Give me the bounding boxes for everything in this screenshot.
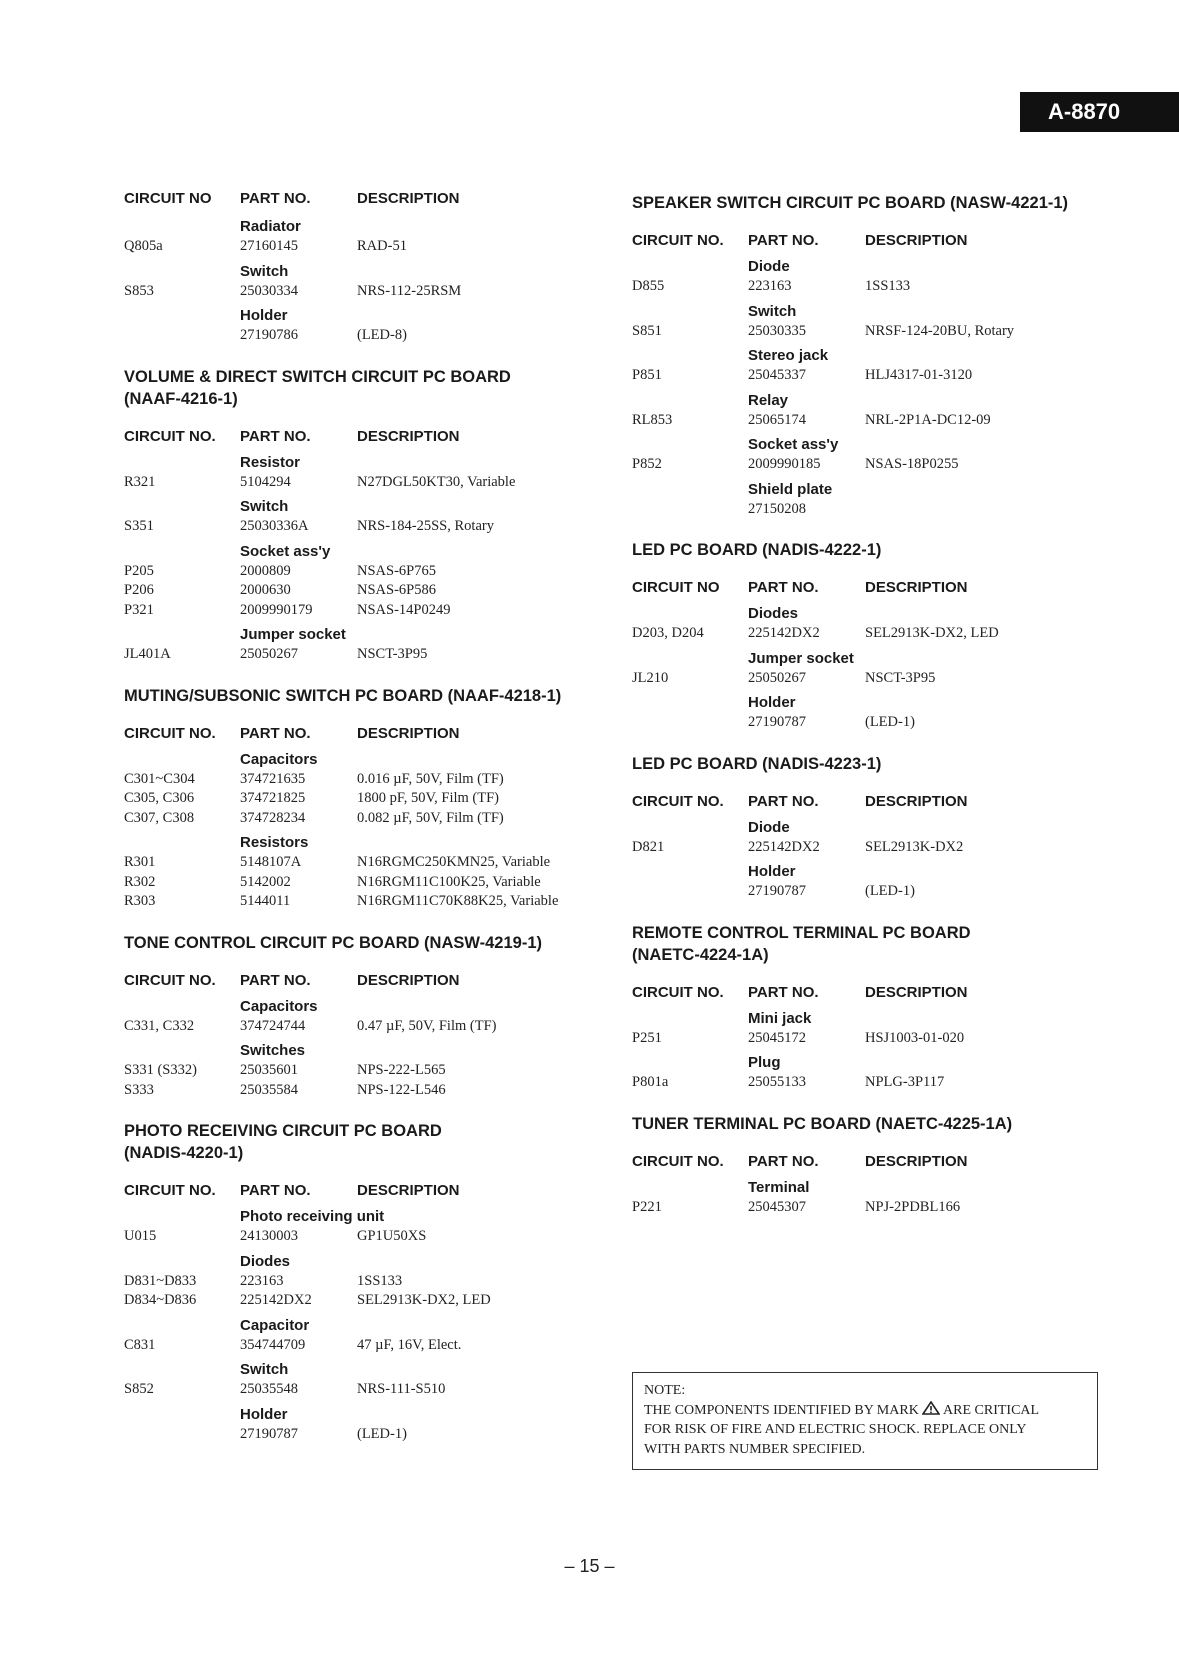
right-column	[632, 188, 1102, 1217]
table-header	[632, 1151, 1102, 1173]
table-row	[632, 838, 1102, 858]
header-desc: DESCRIPTION	[865, 1152, 968, 1170]
section-title: TONE CONTROL CIRCUIT PC BOARD (NASW-4219-1)	[124, 933, 543, 952]
circuit-no: S331 (S332)	[124, 1062, 197, 1078]
header-circuit: CIRCUIT NO.	[632, 983, 724, 1001]
model-tag: A-8870	[1020, 92, 1179, 132]
header-desc: DESCRIPTION	[865, 232, 968, 249]
header-part: PART NO.	[240, 427, 311, 445]
description: NRS-111-S510	[357, 1381, 446, 1397]
header-circuit: CIRCUIT NO	[632, 579, 720, 596]
note-line: WITH PARTS NUMBER SPECIFIED.	[644, 1441, 866, 1457]
table-header	[632, 577, 1102, 599]
group-label: Radiator	[240, 218, 301, 235]
header-part: PART NO.	[748, 232, 819, 249]
section-title	[124, 1120, 624, 1164]
description: NSAS-6P765	[357, 562, 436, 579]
group-label: Capacitor	[240, 1316, 310, 1334]
table-row	[124, 326, 624, 346]
description: (LED-8)	[357, 327, 407, 343]
group-label: Plug	[748, 1054, 781, 1071]
group-label: Resistor	[240, 453, 301, 471]
table-header	[632, 791, 1102, 813]
table-row	[124, 770, 624, 790]
description: 47 µF, 16V, Elect.	[357, 1336, 462, 1353]
description: SEL2913K-DX2	[865, 838, 964, 855]
header-part: PART NO.	[240, 724, 311, 742]
part-no: 25035601	[240, 1062, 298, 1078]
circuit-no: P205	[124, 562, 154, 579]
group-label: Diode	[748, 258, 790, 275]
part-no: 374728234	[240, 809, 306, 826]
parts-group	[124, 217, 624, 257]
description: 1SS133	[865, 278, 911, 294]
section-title: LED PC BOARD (NADIS-4222-1)	[632, 541, 882, 559]
header-desc: DESCRIPTION	[357, 971, 460, 989]
circuit-no: U015	[124, 1228, 157, 1244]
part-no: 5148107A	[240, 854, 302, 870]
group-label: Photo receiving unit	[240, 1208, 385, 1225]
circuit-no	[632, 713, 748, 733]
table-header	[632, 230, 1102, 252]
part-no: 25065174	[748, 411, 806, 428]
circuit-no: D821	[632, 838, 665, 855]
note-line	[644, 1401, 1086, 1421]
group-label: Switch	[240, 262, 289, 280]
note-text: ARE CRITICAL	[943, 1402, 1040, 1418]
header-circuit: CIRCUIT NO.	[124, 724, 216, 742]
header-desc: DESCRIPTION	[357, 190, 460, 207]
note-text: THE COMPONENTS IDENTIFIED BY MARK	[644, 1402, 919, 1418]
circuit-no: C301~C304	[124, 770, 195, 787]
section-title: TUNER TERMINAL PC BOARD (NAETC-4225-1A)	[632, 1114, 1013, 1133]
part-no: 225142DX2	[748, 625, 820, 641]
header-circuit: CIRCUIT NO	[124, 190, 212, 207]
group-label: Relay	[748, 391, 789, 409]
group-label: Socket ass'y	[748, 436, 839, 453]
part-no: 25045172	[748, 1029, 806, 1046]
part-no: 2000809	[240, 562, 291, 579]
circuit-no: D203, D204	[632, 625, 704, 641]
table-row	[124, 1081, 624, 1101]
circuit-no: S852	[124, 1381, 154, 1397]
part-no: 5142002	[240, 873, 291, 890]
group-label: Diode	[748, 818, 790, 836]
section-title: MUTING/SUBSONIC SWITCH PC BOARD (NAAF-4218-1)	[124, 686, 562, 705]
circuit-no	[124, 1425, 240, 1445]
table-row	[124, 1336, 624, 1356]
header-desc: DESCRIPTION	[357, 1182, 460, 1199]
table-row	[124, 645, 624, 665]
note-line: FOR RISK OF FIRE AND ELECTRIC SHOCK. REPLACE ONLY	[644, 1422, 1027, 1437]
section-title: LED PC BOARD (NADIS-4223-1)	[632, 754, 882, 773]
part-no: 25035584	[240, 1081, 298, 1098]
section-title-line: (NAETC-4224-1A)	[632, 945, 769, 964]
header-circuit: CIRCUIT NO.	[632, 792, 724, 810]
table-row	[632, 277, 1102, 297]
header-part: PART NO.	[748, 792, 819, 810]
part-no: 27190786	[240, 327, 298, 343]
circuit-no: C307, C308	[124, 809, 195, 826]
part-no: 27190787	[240, 1425, 298, 1442]
circuit-no: C831	[124, 1336, 156, 1353]
group-label: Holder	[240, 307, 288, 324]
description: N16RGM11C70K88K25, Variable	[357, 893, 559, 909]
table-row	[632, 411, 1102, 431]
description: (LED-1)	[865, 883, 915, 899]
circuit-no: R303	[124, 893, 156, 909]
table-row	[124, 1227, 624, 1247]
note-label: NOTE:	[644, 1383, 686, 1398]
section-title-line: REMOTE CONTROL TERMINAL PC BOARD	[632, 923, 971, 942]
description: GP1U50XS	[357, 1228, 427, 1244]
part-no: 25045307	[748, 1198, 806, 1215]
circuit-no: RL853	[632, 411, 673, 428]
part-no: 25035548	[240, 1381, 298, 1397]
section-title-line: PHOTO RECEIVING CIRCUIT PC BOARD	[124, 1122, 442, 1140]
description: 1800 pF, 50V, Film (TF)	[357, 790, 499, 806]
circuit-no: S851	[632, 322, 662, 339]
part-no: 27190787	[748, 883, 806, 899]
header-desc: DESCRIPTION	[357, 724, 460, 742]
header-desc: DESCRIPTION	[865, 579, 968, 596]
group-label: Holder	[240, 1405, 288, 1423]
group-label: Stereo jack	[748, 347, 829, 364]
description: N27DGL50KT30, Variable	[357, 473, 516, 490]
group-label: Switch	[748, 302, 797, 320]
part-no: 25050267	[748, 669, 806, 686]
group-label: Diodes	[240, 1252, 291, 1270]
table-row	[632, 455, 1102, 475]
description: NRS-112-25RSM	[357, 282, 462, 299]
description: (LED-1)	[865, 714, 915, 730]
circuit-no: P852	[632, 456, 662, 472]
description: HLJ4317-01-3120	[865, 367, 973, 383]
part-no: 374724744	[240, 1017, 306, 1034]
header-desc: DESCRIPTION	[865, 983, 968, 1001]
circuit-no: S351	[124, 518, 154, 534]
section-title-line: (NADIS-4220-1)	[124, 1144, 244, 1162]
description: HSJ1003-01-020	[865, 1029, 965, 1046]
table-row	[124, 562, 624, 582]
section-title	[124, 366, 624, 410]
description: SEL2913K-DX2, LED	[357, 1292, 491, 1308]
section-title	[632, 922, 1102, 966]
header-circuit: CIRCUIT NO.	[632, 1152, 724, 1170]
parts-group	[124, 306, 624, 346]
part-no: 223163	[240, 1272, 284, 1289]
table-row	[632, 500, 1102, 520]
table-row	[124, 473, 624, 493]
table-row	[124, 789, 624, 809]
description: 1SS133	[357, 1272, 403, 1289]
table-row	[124, 1017, 624, 1037]
description: NSAS-14P0249	[357, 601, 451, 618]
description: NPS-222-L565	[357, 1062, 446, 1078]
part-no: 25045337	[748, 367, 806, 383]
circuit-no: P206	[124, 582, 154, 598]
warning-triangle-icon	[922, 1401, 940, 1415]
circuit-no	[632, 500, 748, 520]
table-row	[124, 873, 624, 893]
part-no: 374721825	[240, 790, 306, 806]
table-row	[124, 237, 624, 257]
description: RAD-51	[357, 238, 407, 254]
part-no: 27150208	[748, 500, 806, 517]
circuit-no: S853	[124, 282, 154, 299]
part-no: 374721635	[240, 770, 306, 787]
circuit-no: R321	[124, 473, 156, 490]
part-no: 5144011	[240, 893, 291, 909]
header-part: PART NO.	[240, 190, 311, 207]
part-no: 25050267	[240, 646, 298, 662]
circuit-no: S333	[124, 1081, 154, 1098]
circuit-no: Q805a	[124, 238, 163, 254]
table-row	[124, 1380, 624, 1400]
description: N16RGM11C100K25, Variable	[357, 873, 541, 890]
part-no: 25030335	[748, 322, 806, 339]
description: 0.016 µF, 50V, Film (TF)	[357, 770, 504, 787]
description: NPJ-2PDBL166	[865, 1198, 961, 1215]
left-column	[124, 188, 624, 1444]
circuit-no	[124, 326, 240, 346]
group-label: Capacitors	[240, 750, 318, 768]
header-part: PART NO.	[748, 579, 819, 596]
group-label: Resistors	[240, 834, 309, 851]
table-row	[124, 809, 624, 829]
table-row	[632, 713, 1102, 733]
circuit-no: D855	[632, 278, 665, 294]
table-row	[632, 669, 1102, 689]
circuit-no: JL210	[632, 669, 669, 686]
part-no: 24130003	[240, 1228, 298, 1244]
group-label: Diodes	[748, 605, 799, 622]
part-no: 2009990179	[240, 601, 313, 618]
parts-group	[124, 262, 624, 302]
description: NSCT-3P95	[865, 669, 936, 686]
group-label: Jumper socket	[240, 626, 346, 643]
group-label: Switch	[240, 498, 289, 515]
table-row	[124, 282, 624, 302]
circuit-no: C305, C306	[124, 790, 195, 806]
header-part: PART NO.	[748, 1152, 819, 1170]
table-header	[124, 970, 624, 992]
part-no: 2009990185	[748, 456, 821, 472]
description: NSCT-3P95	[357, 646, 428, 662]
table-row	[632, 1073, 1102, 1093]
description: NPLG-3P117	[865, 1074, 945, 1090]
part-no: 25030336A	[240, 518, 309, 534]
table-header	[632, 982, 1102, 1004]
part-no: 25055133	[748, 1074, 806, 1090]
safety-note	[632, 1372, 1098, 1470]
table-row	[632, 624, 1102, 644]
description: 0.082 µF, 50V, Film (TF)	[357, 809, 504, 826]
header-part: PART NO.	[748, 983, 819, 1001]
circuit-no: P221	[632, 1198, 662, 1215]
header-circuit: CIRCUIT NO.	[124, 971, 216, 989]
group-label: Terminal	[748, 1178, 810, 1196]
circuit-no: P801a	[632, 1074, 669, 1090]
table-row	[632, 322, 1102, 342]
table-header	[124, 426, 624, 448]
group-label: Switch	[240, 1361, 289, 1378]
header-circuit: CIRCUIT NO.	[632, 232, 724, 249]
table-row	[124, 581, 624, 601]
table-row	[124, 853, 624, 873]
group-label: Capacitors	[240, 997, 318, 1015]
table-row	[124, 1061, 624, 1081]
description	[865, 500, 1102, 520]
table-row	[124, 1425, 624, 1445]
circuit-no: P851	[632, 367, 662, 383]
description: N16RGMC250KMN25, Variable	[357, 854, 551, 870]
part-no: 5104294	[240, 473, 291, 490]
description: (LED-1)	[357, 1425, 407, 1442]
part-no: 2000630	[240, 582, 291, 598]
circuit-no: JL401A	[124, 646, 171, 662]
table-row	[124, 517, 624, 537]
header-part: PART NO.	[240, 1182, 311, 1199]
page-number: – 15 –	[564, 1556, 615, 1576]
table-row	[632, 882, 1102, 902]
group-label: Switches	[240, 1042, 306, 1059]
header-desc: DESCRIPTION	[357, 427, 460, 445]
description: 0.47 µF, 50V, Film (TF)	[357, 1017, 497, 1034]
part-no: 25030334	[240, 282, 298, 299]
circuit-no: P251	[632, 1029, 662, 1046]
circuit-no: P321	[124, 601, 154, 618]
table-row	[124, 1291, 624, 1311]
table-header	[124, 188, 624, 212]
description: NSAS-6P586	[357, 582, 436, 598]
header-desc: DESCRIPTION	[865, 792, 968, 810]
circuit-no: R302	[124, 873, 156, 890]
part-no: 354744709	[240, 1336, 306, 1353]
header-circuit: CIRCUIT NO.	[124, 427, 216, 445]
group-label: Shield plate	[748, 480, 833, 498]
table-row	[632, 1029, 1102, 1049]
description: NRL-2P1A-DC12-09	[865, 411, 991, 428]
table-header	[124, 1180, 624, 1202]
part-no: 27190787	[748, 714, 806, 730]
description: NRSF-124-20BU, Rotary	[865, 322, 1015, 339]
part-no: 225142DX2	[748, 838, 820, 855]
description: SEL2913K-DX2, LED	[865, 625, 999, 641]
section-title: SPEAKER SWITCH CIRCUIT PC BOARD (NASW-4221-1)	[632, 194, 1069, 212]
circuit-no: D831~D833	[124, 1272, 197, 1289]
section-title-line: (NAAF-4216-1)	[124, 389, 238, 408]
group-label: Mini jack	[748, 1009, 812, 1027]
table-row	[124, 601, 624, 621]
part-no: 27160145	[240, 238, 298, 254]
table-row	[124, 1272, 624, 1292]
group-label: Socket ass'y	[240, 542, 331, 560]
circuit-no	[632, 882, 748, 902]
description: NPS-122-L546	[357, 1081, 446, 1098]
table-header	[124, 723, 624, 745]
part-no: 225142DX2	[240, 1292, 312, 1308]
group-label: Holder	[748, 694, 796, 711]
table-row	[124, 892, 624, 912]
group-label: Jumper socket	[748, 649, 854, 667]
table-row	[632, 366, 1102, 386]
header-part: PART NO.	[240, 971, 311, 989]
description: NSAS-18P0255	[865, 456, 959, 472]
circuit-no: D834~D836	[124, 1292, 197, 1308]
section-title-line: VOLUME & DIRECT SWITCH CIRCUIT PC BOARD	[124, 367, 511, 386]
circuit-no: R301	[124, 854, 156, 870]
group-label: Holder	[748, 863, 796, 880]
circuit-no: C331, C332	[124, 1017, 195, 1034]
part-no: 223163	[748, 278, 792, 294]
header-circuit: CIRCUIT NO.	[124, 1182, 216, 1199]
table-row	[632, 1198, 1102, 1218]
description: NRS-184-25SS, Rotary	[357, 518, 494, 534]
